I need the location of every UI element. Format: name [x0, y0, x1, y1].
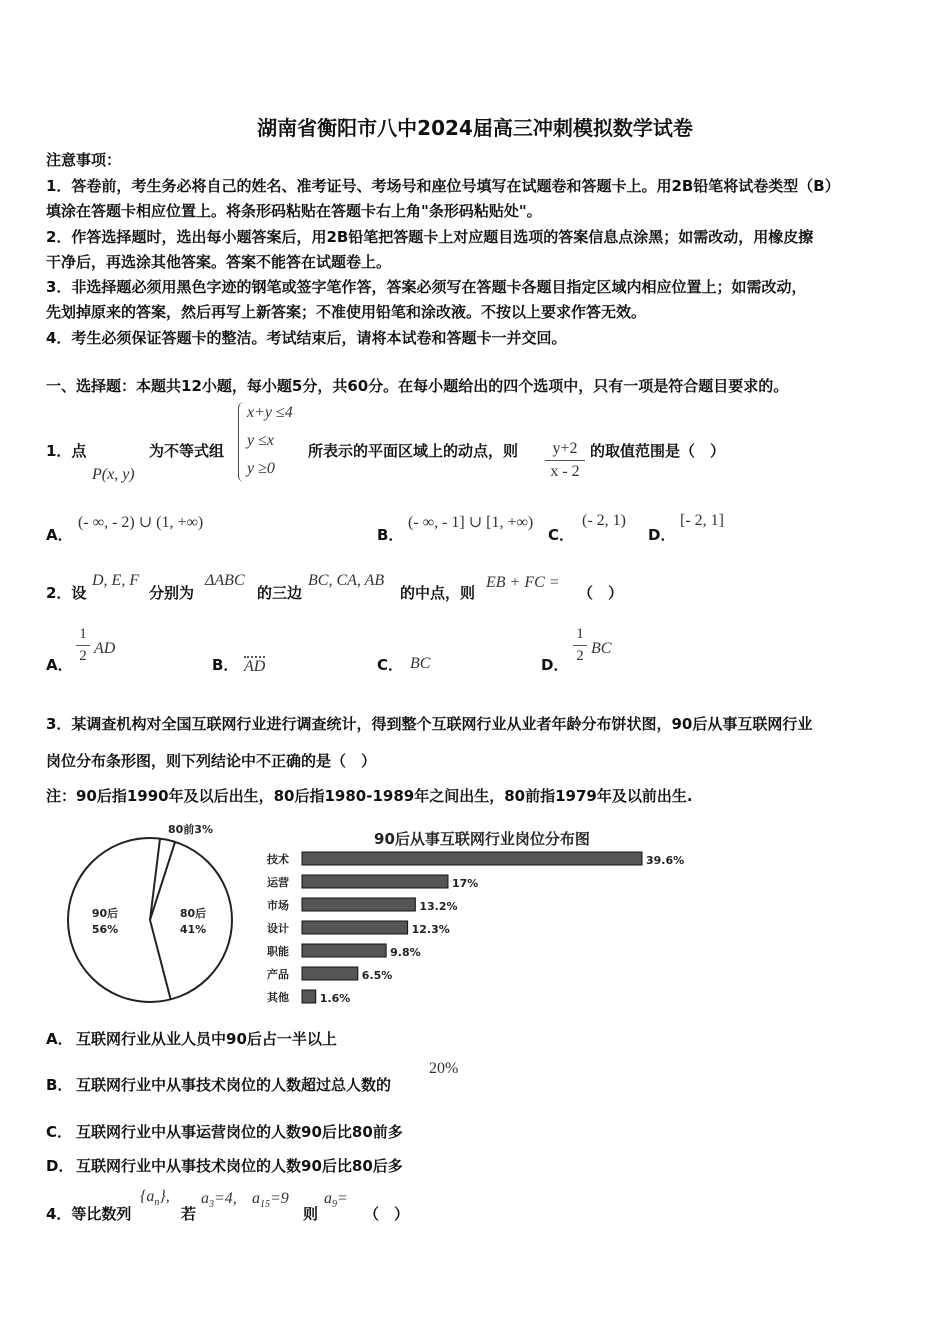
- q2-text2: 的三边: [257, 584, 303, 602]
- q3-option-d: 互联网行业中从事技术岗位的人数90后比80后多: [76, 1157, 403, 1175]
- q2-number: 2．设: [46, 584, 87, 602]
- q4-a3: [201, 1190, 237, 1210]
- q2-option-label: D．: [541, 656, 569, 674]
- q1-ineq: x+y ≤4: [247, 404, 293, 421]
- q2-option-label: B．: [212, 656, 239, 674]
- page-title: 湖南省衡阳市八中2024届高三冲刺模拟数学试卷: [257, 116, 693, 140]
- bar-category-label: 产品: [267, 968, 289, 981]
- bar: [302, 944, 386, 957]
- notice-line: 4．考生必须保证答题卡的整洁。考试结束后，请将本试卷和答题卡一并交回。: [46, 329, 567, 347]
- notice-line: 1．答卷前，考生务必将自己的姓名、准考证号、考场号和座位号填写在试题卷和答题卡上。用2B铅笔将试卷类型（B）: [46, 177, 840, 195]
- q4-a9: [324, 1190, 348, 1210]
- q3-option-a: 互联网行业从业人员中90后占一半以上: [76, 1030, 337, 1048]
- bar-category-label: 市场: [267, 899, 289, 912]
- pie-slice-boundary: [150, 920, 171, 999]
- pie-slice-boundary: [150, 842, 175, 920]
- pie-label: 80前3%: [168, 823, 213, 836]
- seq-a: {a: [140, 1188, 155, 1205]
- bar-category-label: 其他: [267, 991, 289, 1004]
- a9: a: [324, 1190, 332, 1207]
- bar-value-label: 39.6%: [646, 854, 685, 867]
- bar-category-label: 设计: [267, 922, 289, 935]
- q1-number: 1．点: [46, 442, 87, 460]
- q3-option-label: D．: [46, 1157, 74, 1175]
- q4-text2: 则: [303, 1205, 319, 1223]
- bar-chart: [262, 826, 702, 1011]
- q3-option-label: C．: [46, 1123, 73, 1141]
- q1-ineq: y ≤x: [247, 432, 274, 449]
- coef-num: 1: [576, 626, 584, 642]
- notice-line: 2．作答选择题时，选出每小题答案后，用2B铅笔把答题卡上对应题目选项的答案信息点涂黑；如需改动，用橡皮擦: [46, 228, 814, 246]
- q4-a15: [252, 1190, 289, 1210]
- pie-value-label: 41%: [179, 923, 207, 936]
- bar-chart-title: 90后从事互联网行业岗位分布图: [374, 830, 590, 848]
- q1-option-a: (- ∞, - 2) ∪ (1, +∞): [78, 514, 204, 531]
- q2-sides: BC, CA, AB: [308, 572, 385, 589]
- pie-slice-boundary: [150, 839, 160, 920]
- q2-points: D, E, F: [92, 572, 140, 589]
- q3-option-label: B．: [46, 1076, 73, 1094]
- q4-text3: （ ）: [364, 1205, 410, 1223]
- q1-frac-den: x - 2: [550, 463, 580, 480]
- notice-line: 3．非选择题必须用黑色字迹的钢笔或签字笔作答，答案必须写在答题卡各题目指定区域内相应位置上；如需改动，: [46, 278, 807, 296]
- seq-sub: n: [154, 1197, 160, 1209]
- q3-line2: 岗位分布条形图，则下列结论中不正确的是（ ）: [46, 752, 377, 770]
- q2-text3: 的中点，则: [400, 584, 476, 602]
- q1-text3: 的取值范围是（ ）: [590, 442, 726, 460]
- bar: [302, 898, 415, 911]
- q2-option-label: C．: [377, 656, 404, 674]
- notice-heading: 注意事项：: [46, 151, 122, 169]
- notice-line: 填涂在答题卡相应位置上。将条形码粘贴在答题卡右上角"条形码粘贴处"。: [46, 202, 542, 220]
- q2-option-c-vector: BC: [410, 655, 431, 672]
- pie-label: 90后: [91, 907, 119, 920]
- q1-fraction: [545, 440, 585, 481]
- q1-option-label: B．: [377, 526, 404, 544]
- q2-option-b-vector: AD: [244, 658, 266, 675]
- bar: [302, 921, 408, 934]
- a3: a: [201, 1190, 209, 1207]
- q3-option-b: 互联网行业中从事技术岗位的人数超过总人数的: [76, 1076, 392, 1094]
- q2-option-a-coef: [76, 626, 90, 665]
- q2-text4: （ ）: [578, 584, 624, 602]
- q3-option-c: 互联网行业中从事运营岗位的人数90后比80前多: [76, 1123, 403, 1141]
- bar-category-label: 技术: [267, 853, 289, 866]
- q1-system-brace: [238, 402, 247, 482]
- q4-number: 4．等比数列: [46, 1205, 132, 1223]
- bar-value-label: 1.6%: [319, 992, 351, 1005]
- q1-option-d: [- 2, 1]: [680, 512, 724, 529]
- section-heading: 一、选择题：本题共12小题，每小题5分，共60分。在每小题给出的四个选项中，只有一项是符合题目要求的。: [46, 377, 789, 395]
- q4-text1: 若: [181, 1205, 197, 1223]
- q1-option-label: D．: [648, 526, 676, 544]
- a9-val: =: [337, 1190, 348, 1207]
- a9-sub: 9: [332, 1199, 337, 1211]
- q1-text1: 为不等式组: [149, 442, 225, 460]
- q2-option-label: A．: [46, 656, 73, 674]
- bar-value-label: 9.8%: [390, 946, 421, 959]
- bar: [302, 852, 642, 865]
- a3-sub: 3: [209, 1199, 214, 1211]
- bar-category-label: 运营: [267, 876, 289, 889]
- a15-val: =9: [270, 1190, 289, 1207]
- q1-point: P(x, y): [92, 466, 135, 483]
- coef-den: 2: [576, 648, 584, 664]
- q3-note: 注：90后指1990年及以后出生，80后指1980-1989年之间出生，80前指1979年及以前出生.: [46, 787, 693, 805]
- notice-line: 干净后，再选涂其他答案。答案不能答在试题卷上。: [46, 253, 392, 271]
- bar: [302, 990, 316, 1003]
- bar-value-label: 17%: [451, 877, 479, 890]
- coef-den: 2: [79, 648, 87, 664]
- q1-option-label: A．: [46, 526, 73, 544]
- q1-text2: 所表示的平面区域上的动点，则: [308, 442, 519, 460]
- q1-frac-num: y+2: [552, 440, 578, 457]
- pie-chart: [60, 815, 250, 1015]
- a15: a: [252, 1190, 260, 1207]
- bar-value-label: 6.5%: [361, 969, 393, 982]
- q2-option-a-vector: AD: [94, 640, 116, 657]
- q4-sequence: [140, 1188, 170, 1208]
- q1-option-b: (- ∞, - 1] ∪ [1, +∞): [408, 514, 534, 531]
- q2-option-d-coef: [573, 626, 587, 665]
- q2-option-d-vector: BC: [591, 640, 612, 657]
- q1-option-label: C．: [548, 526, 575, 544]
- coef-num: 1: [79, 626, 87, 642]
- q2-text1: 分别为: [149, 584, 195, 602]
- q3-option-b-percent: 20%: [429, 1060, 459, 1077]
- q3-line1: 3．某调查机构对全国互联网行业进行调查统计，得到整个互联网行业从业者年龄分布饼状图，90后从事互联网行业: [46, 715, 813, 733]
- q2-triangle: ΔABC: [205, 572, 245, 589]
- notice-line: 先划掉原来的答案，然后再写上新答案；不准使用铅笔和涂改液。不按以上要求作答无效。: [46, 303, 647, 321]
- pie-label: 80后: [179, 907, 207, 920]
- pie-value-label: 56%: [91, 923, 119, 936]
- seq-end: },: [159, 1188, 170, 1205]
- bar-value-label: 13.2%: [419, 900, 458, 913]
- q1-ineq: y ≥0: [247, 460, 275, 477]
- bar-category-label: 职能: [267, 945, 289, 958]
- bar-value-label: 12.3%: [411, 923, 450, 936]
- q3-option-label: A．: [46, 1030, 73, 1048]
- a15-sub: 15: [260, 1199, 270, 1211]
- q1-option-c: (- 2, 1): [582, 512, 626, 529]
- a3-val: =4,: [214, 1190, 237, 1207]
- q2-expression: EB + FC =: [486, 574, 560, 591]
- bar: [302, 875, 448, 888]
- bar: [302, 967, 358, 980]
